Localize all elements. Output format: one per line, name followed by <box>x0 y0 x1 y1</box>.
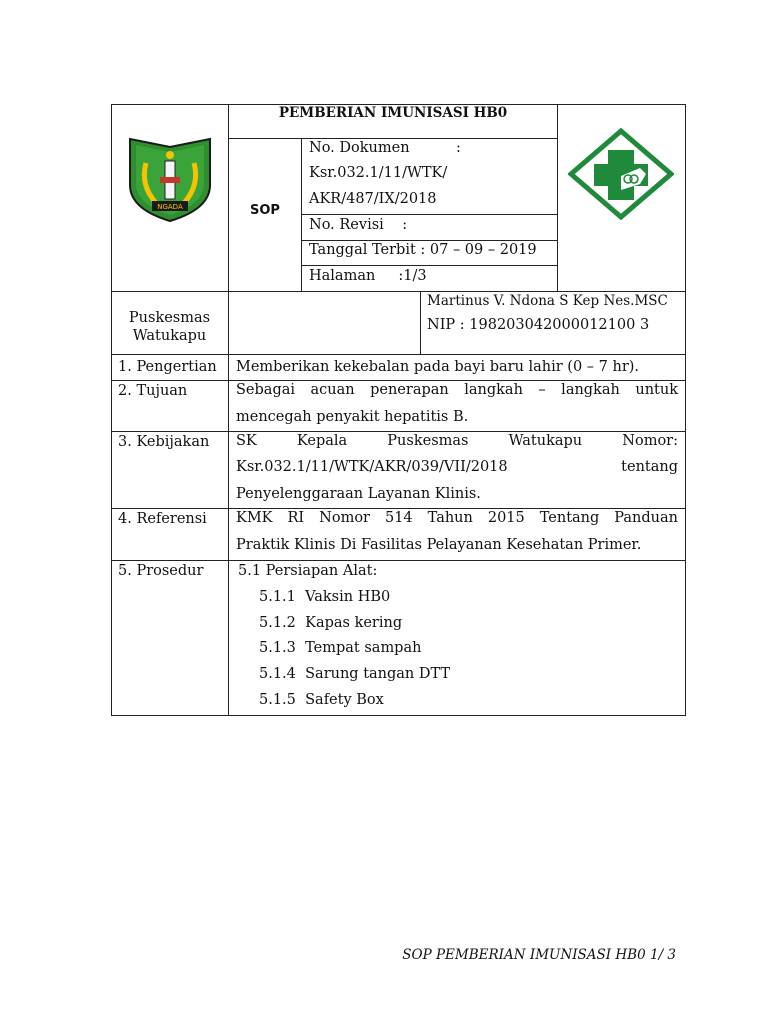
no-dokumen-colon: : <box>456 140 461 156</box>
tanggal-terbit: Tanggal Terbit : 07 – 09 – 2019 <box>309 242 537 258</box>
document-title: PEMBERIAN IMUNISASI HB0 <box>278 105 508 121</box>
pengertian-text: Memberikan kekebalan pada bayi baru lahir (0 – 7 hr). <box>236 359 640 375</box>
divider <box>228 104 229 716</box>
prosedur-label: 5. Prosedur <box>118 563 204 579</box>
list-item: 5.1.3 Tempat sampah <box>259 640 422 656</box>
kebijakan-text-3: Penyelenggaraan Layanan Klinis. <box>236 486 481 502</box>
org-name-line1: Puskesmas <box>128 310 211 326</box>
tujuan-text-1: Sebagai acuan penerapan langkah – langkah untuk <box>236 382 678 398</box>
referensi-text-1: KMK RI Nomor 514 Tahun 2015 Tentang Panduan <box>236 510 678 526</box>
kebijakan-label: 3. Kebijakan <box>118 434 210 450</box>
no-revisi: No. Revisi : <box>309 217 408 233</box>
kebijakan-text-1: SK Kepala Puskesmas Watukapu Nomor: <box>236 433 678 449</box>
divider <box>111 354 686 355</box>
sop-label: SOP <box>250 203 280 218</box>
list-item: 5.1.4 Sarung tangan DTT <box>259 666 451 682</box>
no-dokumen-value-2: AKR/487/IX/2018 <box>309 191 437 207</box>
divider <box>301 214 558 215</box>
divider <box>301 265 558 266</box>
no-dokumen-value-1: Ksr.032.1/11/WTK/ <box>309 165 448 181</box>
signer-nip: NIP : 198203042000012100 3 <box>427 317 650 333</box>
divider <box>301 138 302 292</box>
halaman: Halaman :1/3 <box>309 268 427 284</box>
table-border-bottom <box>111 715 686 716</box>
tujuan-label: 2. Tujuan <box>118 383 188 399</box>
referensi-label: 4. Referensi <box>118 511 207 527</box>
divider <box>111 560 686 561</box>
list-item: 5.1.1 Vaksin HB0 <box>259 589 391 605</box>
svg-text:NGADA: NGADA <box>157 203 183 211</box>
org-name-line2: Watukapu <box>132 328 207 344</box>
pengertian-label: 1. Pengertian <box>118 359 217 375</box>
referensi-text-2: Praktik Klinis Di Fasilitas Pelayanan Kesehatan Primer. <box>236 537 642 553</box>
table-border-right <box>685 104 686 716</box>
kebijakan-text-2: Ksr.032.1/11/WTK/AKR/039/VII/2018 tentang <box>236 459 678 475</box>
prosedur-heading: 5.1 Persiapan Alat: <box>238 563 378 579</box>
divider <box>420 291 421 354</box>
divider <box>557 104 558 292</box>
regency-crest-icon <box>126 133 214 223</box>
puskesmas-cross-icon <box>568 128 674 220</box>
tujuan-text-2: mencegah penyakit hepatitis B. <box>236 409 469 425</box>
no-dokumen-label: No. Dokumen <box>309 140 410 156</box>
list-item: 5.1.2 Kapas kering <box>259 615 403 631</box>
list-item: 5.1.5 Safety Box <box>259 692 384 708</box>
table-border-left <box>111 104 112 716</box>
signer-name: Martinus V. Ndona S Kep Nes.MSC <box>427 293 668 309</box>
page-footer: SOP PEMBERIAN IMUNISASI HB0 1/ 3 <box>402 947 676 963</box>
